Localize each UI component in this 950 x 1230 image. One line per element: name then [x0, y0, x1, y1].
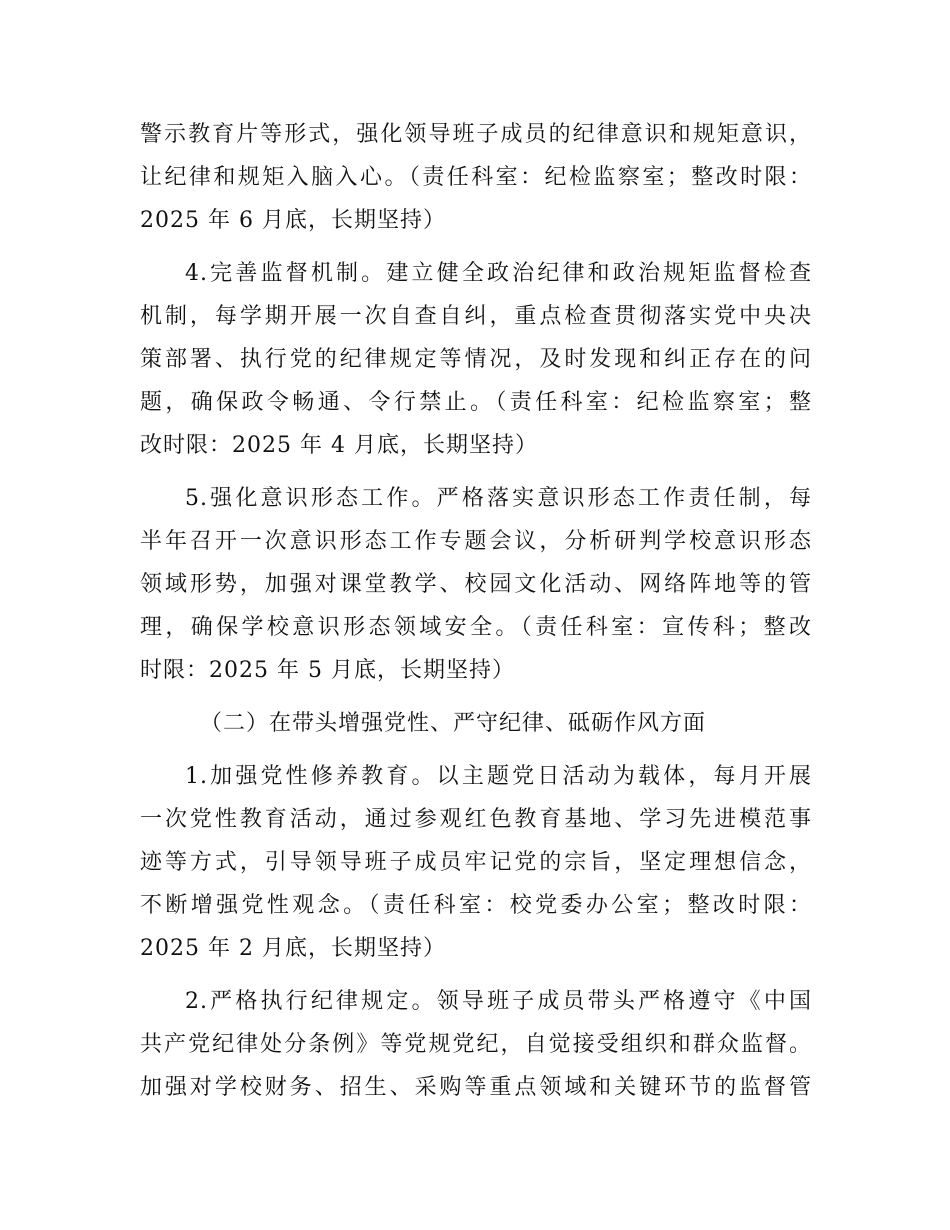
section-heading [140, 709, 812, 739]
text-line: 2.严格执行纪律规定。领导班子成员带头严格遵守《中国 [185, 989, 812, 1014]
text-line: 迹等方式，引导领导班子成员牢记党的宗旨，坚定理想信念， [140, 850, 812, 875]
text-line: 时限：2025 年 5 月底，长期坚持） [140, 658, 515, 683]
text-line: 加强对学校财务、招生、采购等重点领域和关键环节的监督管 [140, 1075, 812, 1100]
text-line: 2025 年 6 月底，长期坚持） [140, 208, 446, 233]
text-line: 机制，每学期开展一次自查自纠，重点检查贯彻落实党中央决 [140, 304, 812, 329]
text-line: 警示教育片等形式，强化领导班子成员的纪律意识和规矩意识， [140, 122, 812, 147]
text-line: 题，确保政令畅通、令行禁止。（责任科室：纪检监察室；整 [140, 390, 812, 415]
section-heading-text: （二）在带头增强党性、严守纪律、砥砺作风方面 [200, 711, 707, 736]
document-page [140, 120, 812, 1103]
text-line: 半年召开一次意识形态工作专题会议，分析研判学校意识形态 [140, 529, 812, 554]
text-line: 理，确保学校意识形态领域安全。（责任科室：宣传科；整改 [140, 615, 812, 640]
text-line: 让纪律和规矩入脑入心。（责任科室：纪检监察室；整改时限： [140, 165, 812, 190]
text-line: 5.强化意识形态工作。严格落实意识形态工作责任制，每 [185, 486, 812, 511]
paragraph-item-4-supervision [140, 259, 812, 461]
text-line: 1.加强党性修养教育。以主题党日活动为载体，每月开展 [185, 764, 812, 789]
text-line: 改时限：2025 年 4 月底，长期坚持） [140, 433, 538, 458]
paragraph-item-2-discipline [140, 987, 812, 1103]
text-line: 策部署、执行党的纪律规定等情况，及时发现和纠正存在的问 [140, 347, 812, 372]
paragraph-warning-education [140, 120, 812, 236]
text-line: 4.完善监督机制。建立健全政治纪律和政治规矩监督检查 [185, 261, 812, 286]
text-line: 领域形势，加强对课堂教学、校园文化活动、网络阵地等的管 [140, 572, 812, 597]
paragraph-item-1-party-spirit [140, 762, 812, 964]
text-line: 一次党性教育活动，通过参观红色教育基地、学习先进模范事 [140, 807, 812, 832]
paragraph-item-5-ideology [140, 484, 812, 686]
text-line: 共产党纪律处分条例》等党规党纪，自觉接受组织和群众监督。 [140, 1032, 812, 1057]
text-line: 不断增强党性观念。（责任科室：校党委办公室；整改时限： [140, 893, 812, 918]
text-line: 2025 年 2 月底，长期坚持） [140, 936, 446, 961]
